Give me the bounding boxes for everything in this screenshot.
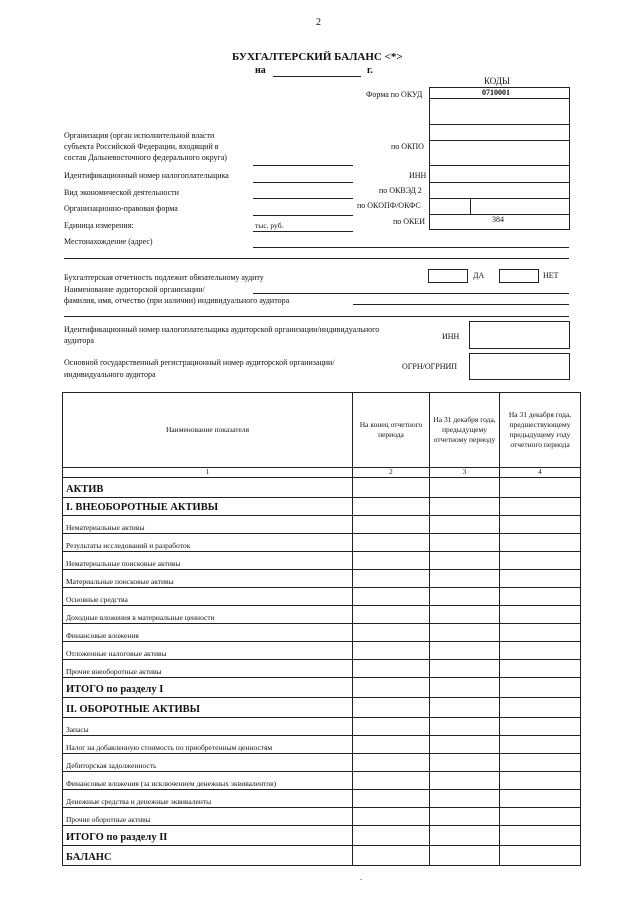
auditor-inn-input[interactable]: [469, 321, 570, 349]
header-name: Наименование показателя: [63, 393, 353, 468]
audit-no-label: НЕТ: [543, 271, 559, 280]
previous-year-cell[interactable]: [430, 588, 500, 606]
year-before-previous-cell[interactable]: [500, 846, 581, 866]
table-row: [63, 808, 581, 826]
table-row: [63, 570, 581, 588]
year-before-previous-cell[interactable]: [500, 678, 581, 698]
previous-year-cell[interactable]: [430, 826, 500, 846]
table-row: [63, 588, 581, 606]
address-label: Местонахождение (адрес): [64, 237, 153, 246]
okei-value: 384: [492, 215, 504, 224]
previous-year-cell[interactable]: [430, 698, 500, 718]
previous-year-cell[interactable]: [430, 552, 500, 570]
previous-year-cell[interactable]: [430, 534, 500, 552]
year-before-previous-cell[interactable]: [500, 736, 581, 754]
date-input-line[interactable]: [273, 76, 361, 77]
address-input-line[interactable]: [253, 247, 569, 248]
current-period-cell[interactable]: [353, 772, 430, 790]
okved-label: по ОКВЭД 2: [379, 186, 422, 195]
current-period-cell[interactable]: [353, 660, 430, 678]
table-row: [63, 772, 581, 790]
row-label: Запасы: [63, 718, 353, 736]
year-before-previous-cell[interactable]: [500, 588, 581, 606]
auditor-name-label-2: фамилия, имя, отчество (при наличии) индивидуального аудитора: [64, 296, 290, 305]
year-before-previous-cell[interactable]: [500, 826, 581, 846]
col-number-4: 4: [500, 468, 581, 478]
page-number: 2: [316, 17, 321, 28]
year-before-previous-cell[interactable]: [500, 698, 581, 718]
col-number-2: 2: [353, 468, 430, 478]
table-row: [63, 718, 581, 736]
org-label-3: состав Дальневосточного федерального округа): [64, 153, 227, 162]
current-period-cell[interactable]: [353, 606, 430, 624]
table-row: [63, 498, 581, 516]
inn-number-label: Идентификационный номер налогоплательщика: [64, 171, 229, 180]
unit-value: тыс. руб.: [255, 221, 284, 230]
year-before-previous-cell[interactable]: [500, 718, 581, 736]
row-label: Финансовые вложения: [63, 624, 353, 642]
current-period-cell[interactable]: [353, 718, 430, 736]
current-period-cell[interactable]: [353, 624, 430, 642]
col-number-1: 1: [63, 468, 353, 478]
year-before-previous-cell[interactable]: [500, 498, 581, 516]
current-period-cell[interactable]: [353, 790, 430, 808]
inn-input-line[interactable]: [253, 182, 353, 183]
current-period-cell[interactable]: [353, 588, 430, 606]
okud-label: Форма по ОКУД: [366, 90, 423, 99]
previous-year-cell[interactable]: [430, 754, 500, 772]
row-label: Доходные вложения в материальные ценности: [63, 606, 353, 624]
okei-label: по ОКЕИ: [393, 217, 426, 226]
current-period-cell[interactable]: [353, 642, 430, 660]
okopf-label: по ОКОПФ/ОКФС: [357, 201, 421, 210]
previous-year-cell[interactable]: [430, 570, 500, 588]
current-period-cell[interactable]: [353, 846, 430, 866]
current-period-cell[interactable]: [353, 534, 430, 552]
previous-year-cell[interactable]: [430, 660, 500, 678]
current-period-cell[interactable]: [353, 698, 430, 718]
auditor-ogrn-label-1: Основной государственный регистрационный номер аудиторской организации/: [64, 358, 335, 367]
auditor-ogrn-short: ОГРН/ОГРНИП: [402, 362, 458, 371]
year-before-previous-cell[interactable]: [500, 790, 581, 808]
previous-year-cell[interactable]: [430, 790, 500, 808]
row-label: Основные средства: [63, 588, 353, 606]
table-row: [63, 660, 581, 678]
year-before-previous-cell[interactable]: [500, 516, 581, 534]
row-label: Дебиторская задолженность: [63, 754, 353, 772]
year-before-previous-cell[interactable]: [500, 808, 581, 826]
row-label: Денежные средства и денежные эквиваленты: [63, 790, 353, 808]
previous-year-cell[interactable]: [430, 772, 500, 790]
current-period-cell[interactable]: [353, 516, 430, 534]
table-row: [63, 846, 581, 866]
legal-form-label: Организационно-правовая форма: [64, 204, 178, 213]
page-title: БУХГАЛТЕРСКИЙ БАЛАНС <*>: [232, 51, 403, 63]
year-before-previous-cell[interactable]: [500, 772, 581, 790]
table-row: [63, 516, 581, 534]
table-row: [63, 624, 581, 642]
year-before-previous-cell[interactable]: [500, 552, 581, 570]
auditor-ogrn-input[interactable]: [469, 353, 570, 380]
row-label: Материальные поисковые активы: [63, 570, 353, 588]
auditor-inn-short: ИНН: [442, 332, 460, 341]
table-row: [63, 736, 581, 754]
legal-form-input-line[interactable]: [253, 215, 353, 216]
row-label: Нематериальные активы: [63, 516, 353, 534]
table-row: [63, 552, 581, 570]
table-row: [63, 678, 581, 698]
header-current-period: На конец отчетного периода: [353, 393, 430, 468]
current-period-cell[interactable]: [353, 570, 430, 588]
previous-year-cell[interactable]: [430, 498, 500, 516]
auditor-inn-label-2: аудитора: [64, 336, 94, 345]
date-suffix: г.: [367, 65, 373, 76]
current-period-cell[interactable]: [353, 498, 430, 516]
org-label-2: субъекта Российской Федерации, входящий в: [64, 142, 219, 151]
row-label: БАЛАНС: [63, 846, 353, 866]
col-number-3: 3: [430, 468, 500, 478]
auditor-ogrn-label-2: индивидуального аудитора: [64, 370, 156, 379]
auditor-name-input-line[interactable]: [353, 304, 569, 305]
current-period-cell[interactable]: [353, 478, 430, 498]
audit-no-checkbox[interactable]: [499, 269, 539, 283]
table-row: [63, 754, 581, 772]
table-row: [63, 826, 581, 846]
row-label: Отложенные налоговые активы: [63, 642, 353, 660]
row-label: АКТИВ: [63, 478, 353, 498]
header-year-before-previous: На 31 декабря года, предшествующему предыдущему году отчетного периода: [500, 393, 581, 468]
current-period-cell[interactable]: [353, 754, 430, 772]
table-row: [63, 606, 581, 624]
year-before-previous-cell[interactable]: [500, 606, 581, 624]
row-label: II. ОБОРОТНЫЕ АКТИВЫ: [63, 698, 353, 718]
table-row: [63, 478, 581, 498]
previous-year-cell[interactable]: [430, 606, 500, 624]
row-label: Нематериальные поисковые активы: [63, 552, 353, 570]
previous-year-cell[interactable]: [430, 478, 500, 498]
table-row: [63, 698, 581, 718]
year-before-previous-cell[interactable]: [500, 570, 581, 588]
audit-required-label: Бухгалтерская отчетность подлежит обязательному аудиту: [64, 273, 264, 282]
footer-dot: .: [360, 873, 362, 882]
table-row: [63, 642, 581, 660]
previous-year-cell[interactable]: [430, 642, 500, 660]
table-row: [63, 790, 581, 808]
current-period-cell[interactable]: [353, 808, 430, 826]
codes-box: [429, 87, 570, 230]
activity-input-line[interactable]: [253, 198, 353, 199]
previous-year-cell[interactable]: [430, 624, 500, 642]
auditor-name-label-1: Наименование аудиторской организации/: [64, 285, 205, 294]
date-prefix: на: [255, 65, 266, 76]
previous-year-cell[interactable]: [430, 516, 500, 534]
row-label: Результаты исследований и разработок: [63, 534, 353, 552]
year-before-previous-cell[interactable]: [500, 534, 581, 552]
inn-label: ИНН: [409, 171, 427, 180]
current-period-cell[interactable]: [353, 826, 430, 846]
row-label: Налог на добавленную стоимость по приобретенным ценностям: [63, 736, 353, 754]
table-row: [63, 534, 581, 552]
unit-label: Единица измерения:: [64, 221, 134, 230]
current-period-cell[interactable]: [353, 678, 430, 698]
audit-yes-label: ДА: [473, 271, 485, 280]
row-label: I. ВНЕОБОРОТНЫЕ АКТИВЫ: [63, 498, 353, 516]
year-before-previous-cell[interactable]: [500, 660, 581, 678]
row-label: ИТОГО по разделу II: [63, 826, 353, 846]
year-before-previous-cell[interactable]: [500, 754, 581, 772]
codes-header: КОДЫ: [484, 76, 510, 86]
previous-year-cell[interactable]: [430, 846, 500, 866]
year-before-previous-cell[interactable]: [500, 478, 581, 498]
year-before-previous-cell[interactable]: [500, 642, 581, 660]
balance-table: [62, 392, 581, 866]
row-label: Прочие внеоборотные активы: [63, 660, 353, 678]
previous-year-cell[interactable]: [430, 678, 500, 698]
auditor-inn-label-1: Идентификационный номер налогоплательщика аудиторской организации/индивидуального: [64, 325, 380, 334]
row-label: Прочие оборотные активы: [63, 808, 353, 826]
current-period-cell[interactable]: [353, 552, 430, 570]
previous-year-cell[interactable]: [430, 718, 500, 736]
org-input-line[interactable]: [253, 165, 353, 166]
previous-year-cell[interactable]: [430, 808, 500, 826]
current-period-cell[interactable]: [353, 736, 430, 754]
year-before-previous-cell[interactable]: [500, 624, 581, 642]
row-label: ИТОГО по разделу I: [63, 678, 353, 698]
activity-label: Вид экономической деятельности: [64, 188, 179, 197]
okud-code: 0710001: [482, 88, 510, 97]
audit-yes-checkbox[interactable]: [428, 269, 468, 283]
previous-year-cell[interactable]: [430, 736, 500, 754]
header-previous-year: На 31 декабря года, предыдущему отчетному периоду: [430, 393, 500, 468]
row-label: Финансовые вложения (за исключением денежных эквивалентов): [63, 772, 353, 790]
org-label-1: Организация (орган исполнительной власти: [64, 131, 215, 140]
okpo-label: по ОКПО: [391, 142, 424, 151]
